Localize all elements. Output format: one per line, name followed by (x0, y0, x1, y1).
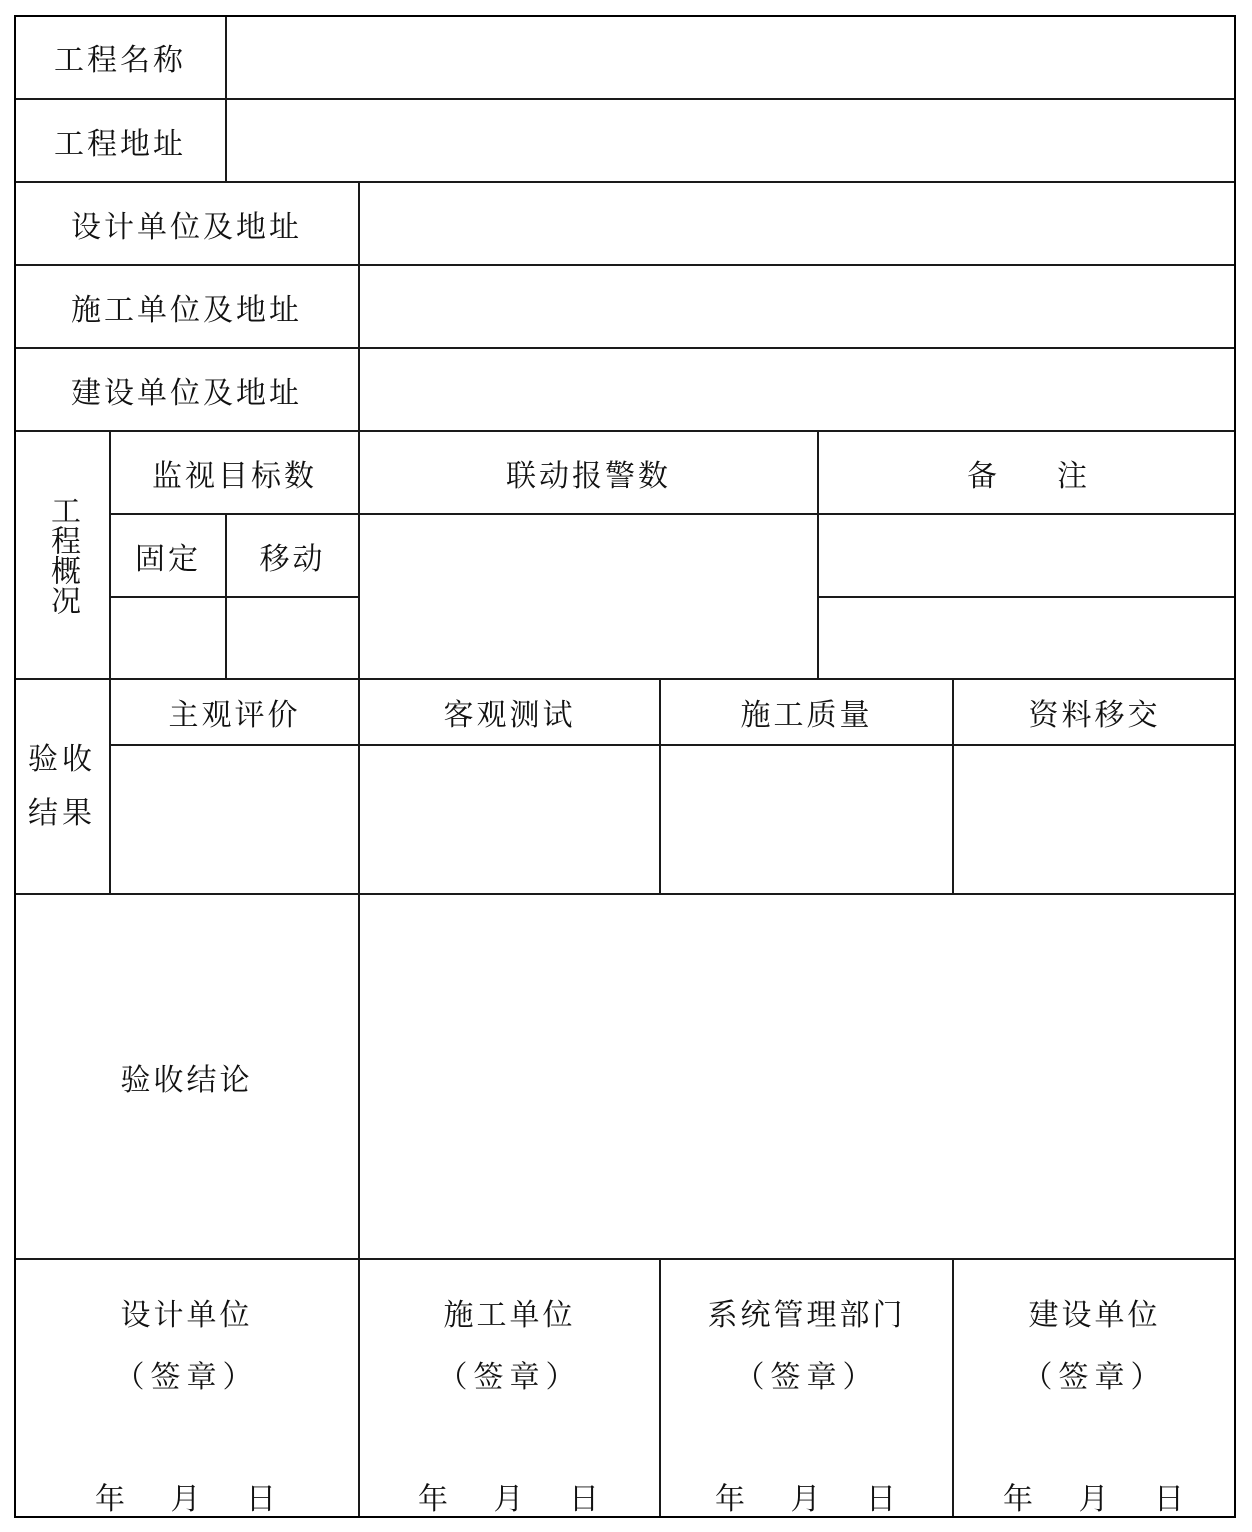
subjective-evaluation-field[interactable] (110, 745, 359, 894)
overview-label-text: 工程概况 (45, 495, 80, 615)
project-address-label (14, 99, 226, 182)
objective-test-field[interactable] (359, 745, 660, 894)
linkage-alarms-field[interactable] (359, 514, 818, 679)
mobile-field[interactable] (226, 597, 359, 679)
signature-construction-unit-date: 年 月 日 (417, 1482, 602, 1517)
construction-quality-header (660, 679, 953, 745)
project-name-field[interactable] (226, 15, 1236, 99)
signature-design-unit[interactable] (14, 1259, 359, 1518)
acceptance-form (14, 15, 1236, 1518)
project-address-label-text: 工程地址 (54, 126, 186, 162)
construction-unit-address-field[interactable] (359, 265, 1236, 348)
project-name-label (14, 15, 226, 99)
signature-design-unit-name: 设计单位 (120, 1298, 253, 1333)
fixed-field[interactable] (110, 597, 226, 679)
construction-quality-header-text: 施工质量 (740, 698, 873, 733)
mobile-header (226, 514, 359, 597)
acceptance-results-label-line1: 验收 (28, 741, 96, 777)
owner-unit-address-label-text: 建设单位及地址 (71, 375, 302, 411)
mobile-header-text: 移动 (259, 541, 326, 577)
acceptance-results-label-line2: 结果 (28, 795, 96, 831)
design-unit-address-label-text: 设计单位及地址 (71, 209, 302, 245)
signature-system-management-date: 年 月 日 (714, 1482, 899, 1517)
fixed-header-text: 固定 (135, 541, 201, 577)
signature-system-management[interactable] (660, 1259, 953, 1518)
document-handover-field[interactable] (953, 745, 1236, 894)
construction-unit-address-label-text: 施工单位及地址 (71, 292, 302, 328)
project-name-label-text: 工程名称 (54, 43, 186, 78)
subjective-evaluation-header (110, 679, 359, 745)
signature-system-management-seal: （签章） (734, 1360, 879, 1395)
remarks-field-2[interactable] (818, 597, 1236, 679)
remarks-field-1[interactable] (818, 514, 1236, 597)
document-handover-header (953, 679, 1236, 745)
subjective-evaluation-header-text: 主观评价 (168, 698, 301, 733)
conclusion-field[interactable] (359, 894, 1236, 1259)
project-address-field[interactable] (226, 99, 1236, 182)
monitor-targets-header (110, 431, 359, 514)
signature-construction-unit[interactable] (359, 1259, 660, 1518)
remarks-header (818, 431, 1236, 514)
remarks-header-text: 备 注 (967, 458, 1087, 494)
signature-owner-unit-seal: （签章） (1022, 1360, 1167, 1395)
design-unit-address-field[interactable] (359, 182, 1236, 265)
objective-test-header (359, 679, 660, 745)
conclusion-label-text: 验收结论 (120, 1062, 253, 1098)
design-unit-address-label (14, 182, 359, 265)
signature-construction-unit-seal: （签章） (437, 1360, 582, 1395)
signature-owner-unit-name: 建设单位 (1028, 1298, 1161, 1333)
overview-label (14, 431, 110, 679)
signature-design-unit-seal: （签章） (114, 1360, 259, 1395)
owner-unit-address-field[interactable] (359, 348, 1236, 431)
objective-test-header-text: 客观测试 (443, 698, 576, 733)
signature-design-unit-date: 年 月 日 (94, 1482, 279, 1517)
linkage-alarms-header-text: 联动报警数 (506, 458, 671, 494)
construction-quality-field[interactable] (660, 745, 953, 894)
signature-owner-unit-date: 年 月 日 (1002, 1482, 1187, 1517)
signature-construction-unit-name: 施工单位 (443, 1298, 576, 1333)
signature-system-management-name: 系统管理部门 (707, 1298, 906, 1333)
construction-unit-address-label (14, 265, 359, 348)
conclusion-label (14, 894, 359, 1259)
fixed-header (110, 514, 226, 597)
document-handover-header-text: 资料移交 (1028, 698, 1161, 733)
monitor-targets-header-text: 监视目标数 (152, 458, 317, 494)
acceptance-results-label (14, 679, 110, 894)
signature-owner-unit[interactable] (953, 1259, 1236, 1518)
owner-unit-address-label (14, 348, 359, 431)
linkage-alarms-header (359, 431, 818, 514)
